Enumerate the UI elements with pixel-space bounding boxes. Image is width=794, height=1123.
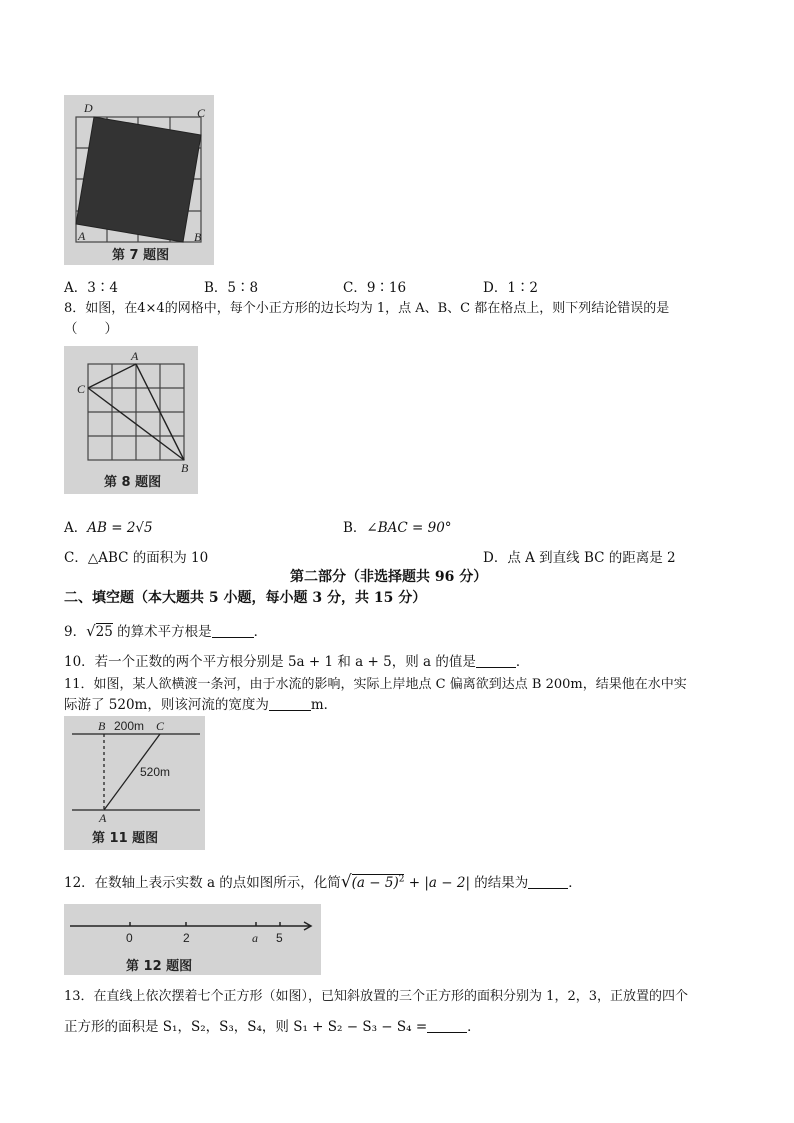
- q11-answer-blank: [269, 697, 311, 711]
- q7-option-b: B．5∶8: [204, 280, 259, 296]
- q7-label-d: D: [84, 101, 93, 115]
- q8-stem-line1: 8．如图，在4×4的网格中，每个小正方形的边长均为 1，点 A、B、C 都在格点上，则下列结论错误的是: [64, 301, 670, 316]
- q13-line2: 正方形的面积是 S₁，S₂，S₃，S₄，则 S₁ + S₂ − S₃ − S₄ = ．: [64, 1019, 481, 1035]
- q9-answer-blank: [212, 624, 254, 638]
- q7-label-b: B: [194, 230, 202, 244]
- figure-q11: [64, 716, 205, 850]
- q8-caption: 第 8 题图: [104, 475, 162, 490]
- q12-answer-blank: [528, 875, 568, 889]
- q8-option-d: D．点 A 到直线 BC 的距离是 2: [483, 550, 676, 566]
- q7-label-a: A: [78, 229, 86, 243]
- q8-option-a: A．AB = 2√5: [64, 520, 153, 536]
- q10: 10．若一个正数的两个平方根分别是 5a + 1 和 a + 5，则 a 的值是 ．: [64, 654, 530, 670]
- q12-tick-5: 5: [276, 931, 283, 945]
- q9: 9．√25 的算术平方根是 ．: [64, 622, 268, 640]
- q8-option-c: C．△ABC 的面积为 10: [64, 550, 209, 566]
- q11-label-200m: 200m: [114, 719, 145, 733]
- q7-option-d: D．1∶2: [483, 280, 539, 296]
- part2-heading: 第二部分（非选择题共 96 分）: [290, 569, 488, 585]
- q10-answer-blank: [476, 654, 516, 668]
- q7-option-a: A．3∶4: [64, 280, 118, 296]
- q8-option-b: B．∠BAC = 90°: [343, 520, 452, 536]
- figure-q12: [64, 904, 321, 975]
- q13-line1: 13．在直线上依次摆着七个正方形（如图），已知斜放置的三个正方形的面积分别为 1，2，3，正放置的四个: [64, 989, 688, 1004]
- q12-tick-2: 2: [183, 931, 190, 945]
- figure-q8: [64, 346, 198, 494]
- q12-tick-0: 0: [126, 931, 133, 945]
- q12: 12．在数轴上表示实数 a 的点如图所示，化简$√(a - 5)^2 + |a - 2|$ 的结果为 ．: [64, 872, 582, 892]
- q13-answer-blank: [427, 1019, 467, 1033]
- q8-label-b: B: [181, 461, 189, 475]
- section-fill-blank: 二、填空题（本大题共 5 小题，每小题 3 分，共 15 分）: [64, 590, 427, 606]
- q11-label-c: C: [156, 719, 165, 733]
- q12-caption: 第 12 题图: [126, 959, 193, 974]
- q11-line1: 11．如图，某人欲横渡一条河，由于水流的影响，实际上岸地点 C 偏离欲到达点 B 200m，结果他在水中实: [64, 677, 687, 692]
- q7-shaded-square: [76, 117, 201, 242]
- q11-caption: 第 11 题图: [92, 831, 159, 846]
- q8-stem-line2: （ ）: [64, 321, 118, 337]
- q7-label-c: C: [197, 106, 206, 120]
- q11-label-a: A: [99, 811, 107, 825]
- q7-option-c: C．9∶16: [343, 280, 407, 296]
- q8-label-a: A: [131, 349, 139, 363]
- q8-label-c: C: [77, 382, 86, 396]
- q12-tick-a: a: [252, 931, 258, 945]
- q11-label-b: B: [98, 719, 106, 733]
- figure-q7: [64, 95, 214, 265]
- q7-caption: 第 7 题图: [112, 248, 170, 263]
- q11-line2: 际游了 520m，则该河流的宽度为 m．: [64, 697, 338, 713]
- q11-label-520m: 520m: [140, 765, 171, 779]
